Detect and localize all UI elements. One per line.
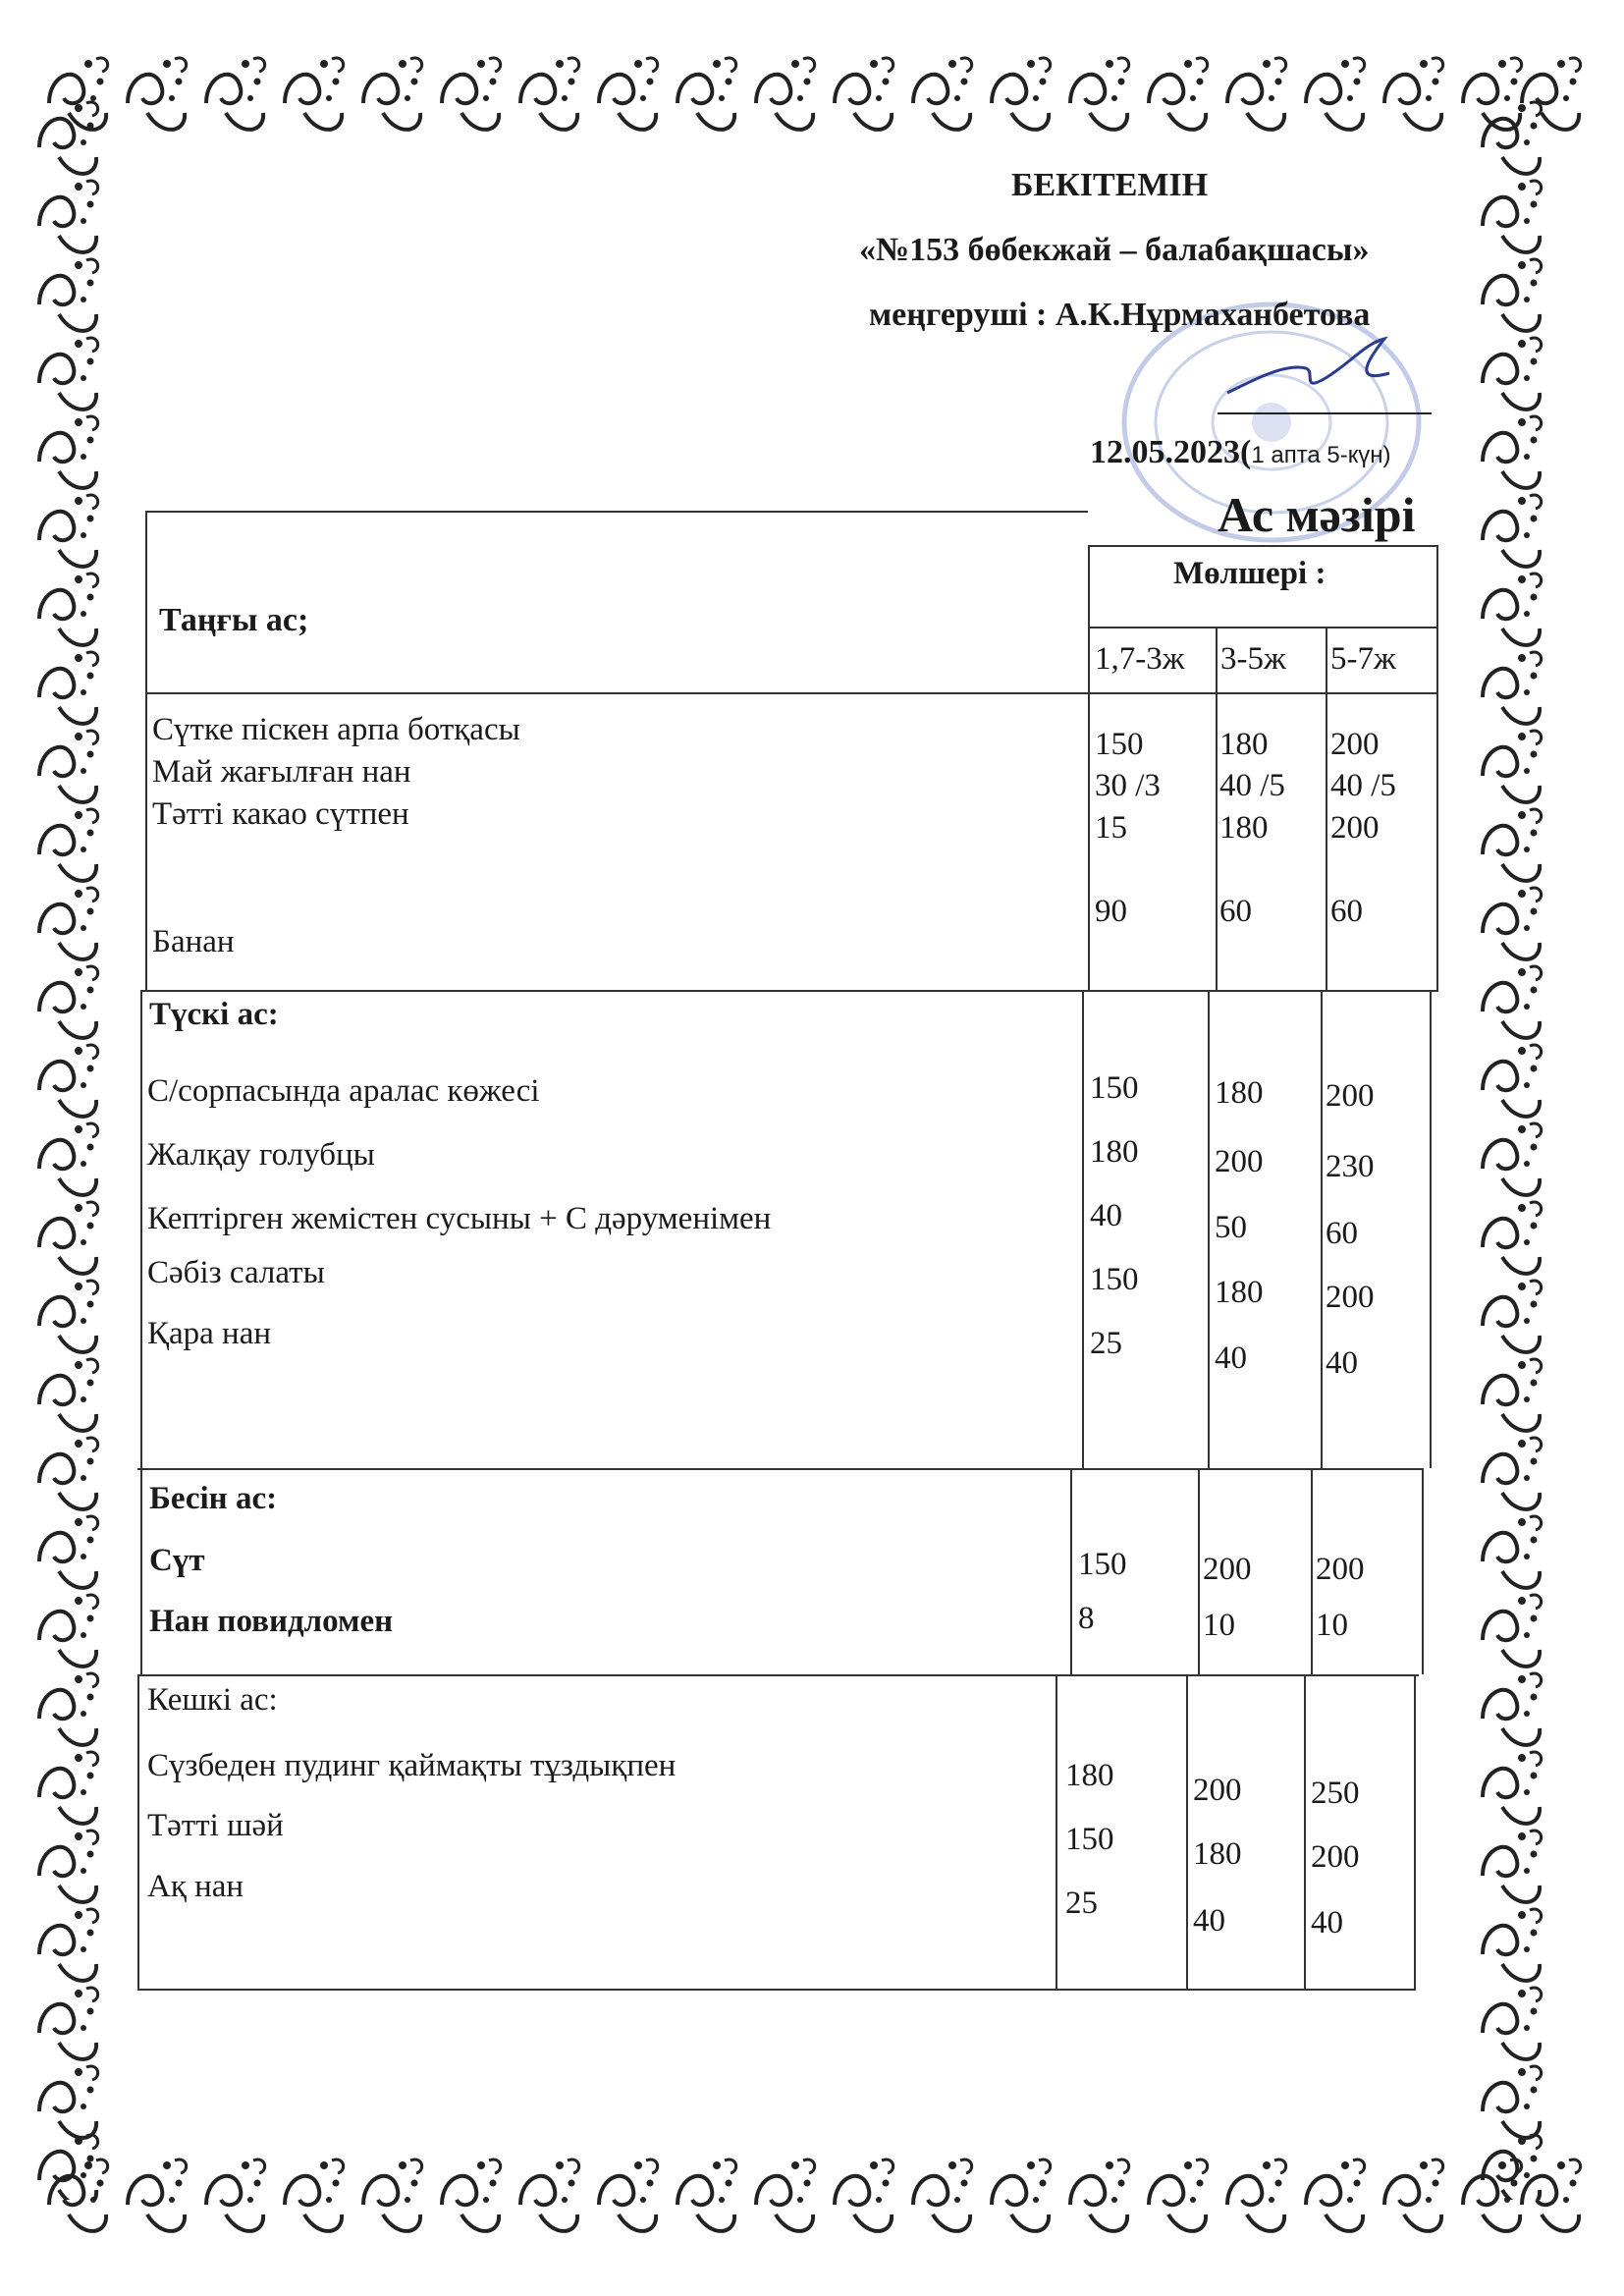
head-signature: [1218, 324, 1434, 422]
section-title-lunch: Түскі ас:: [149, 997, 279, 1032]
amount-cell: 200: [1326, 1280, 1375, 1315]
amount-cell: 180: [1219, 810, 1269, 846]
amount-cell: 40: [1193, 1903, 1225, 1939]
table-border: [1088, 545, 1438, 547]
menu-item-name: Ақ нан: [147, 1869, 244, 1904]
table-border: [142, 990, 1438, 992]
amount-cell: 180: [1215, 1275, 1264, 1310]
table-border: [1436, 545, 1438, 990]
table-border: [1208, 990, 1210, 1468]
decorative-border-bottom: [39, 2136, 1585, 2254]
table-border: [137, 1468, 1424, 1470]
age-group-2: 3-5ж: [1220, 641, 1286, 677]
amount-cell: 25: [1065, 1886, 1098, 1921]
amount-cell: 40: [1090, 1198, 1122, 1233]
meal-header: Таңғы ас;: [159, 602, 309, 638]
amount-cell: 150: [1065, 1822, 1114, 1857]
amount-cell: 180: [1215, 1075, 1264, 1111]
head-name: меңгеруші : А.К.Нұрмаханбетова: [869, 297, 1371, 333]
age-group-3: 5-7ж: [1330, 641, 1396, 677]
decorative-border-left: [29, 88, 113, 2200]
amount-cell: 40 /5: [1330, 768, 1396, 803]
signature-line: [1218, 412, 1432, 414]
date-value: 12.05.2023(: [1090, 434, 1252, 470]
table-border: [1321, 990, 1323, 1468]
amount-cell: 8: [1078, 1601, 1095, 1636]
amount-cell: 180: [1219, 727, 1269, 762]
menu-item-name: Банан: [152, 924, 235, 959]
amount-cell: 40 /5: [1219, 768, 1285, 803]
table-border: [1414, 1674, 1416, 1991]
table-border: [137, 1674, 139, 1991]
table-border: [137, 1989, 1414, 1991]
table-border: [137, 1674, 1419, 1676]
amount-cell: 150: [1078, 1547, 1127, 1582]
amount-cell: 150: [1090, 1262, 1139, 1297]
section-title-dinner: Кешкі ас:: [147, 1682, 278, 1718]
menu-item-name: Сүтке піскен арпа ботқасы: [152, 712, 520, 747]
amount-cell: 150: [1090, 1070, 1139, 1106]
amount-cell: 10: [1316, 1608, 1348, 1643]
amount-cell: 15: [1095, 810, 1127, 846]
amount-cell: 60: [1330, 894, 1363, 929]
menu-item-name: Кептірген жемістен сусыны + С дәруменімен: [147, 1201, 772, 1236]
amount-cell: 250: [1311, 1776, 1360, 1811]
amount-cell: 90: [1095, 894, 1127, 929]
amount-header: Мөлшері :: [1173, 556, 1326, 591]
menu-item-name: Май жағылған нан: [152, 754, 411, 790]
amount-cell: 230: [1326, 1149, 1375, 1184]
amount-cell: 200: [1316, 1552, 1365, 1587]
amount-cell: 60: [1326, 1216, 1358, 1251]
amount-cell: 200: [1326, 1078, 1375, 1114]
amount-cell: 40: [1311, 1905, 1343, 1941]
table-border: [1311, 1468, 1313, 1674]
table-border: [1430, 990, 1432, 1468]
decorative-border-top: [39, 39, 1585, 152]
amount-cell: 180: [1065, 1758, 1114, 1793]
table-border: [1070, 1468, 1072, 1674]
table-border: [1304, 1674, 1306, 1991]
amount-cell: 60: [1219, 894, 1252, 929]
amount-cell: 30 /3: [1095, 768, 1161, 803]
menu-item-name: Сәбіз салаты: [147, 1255, 325, 1290]
amount-cell: 40: [1326, 1345, 1358, 1381]
menu-item-name: Тәтті шәй: [147, 1808, 284, 1843]
table-border: [140, 990, 142, 1674]
amount-cell: 200: [1330, 810, 1380, 846]
menu-item-name: Сүзбеден пудинг қаймақты тұздықпен: [147, 1748, 677, 1783]
approval-title: БЕКІТЕМІН: [1011, 167, 1209, 203]
date-note: 1 апта 5-күн): [1251, 442, 1391, 468]
section-title-snack: Бесін ас:: [149, 1481, 278, 1516]
amount-cell: 200: [1203, 1552, 1252, 1587]
amount-cell: 150: [1095, 727, 1144, 762]
amount-cell: 200: [1311, 1839, 1360, 1875]
menu-item-name: Сүт: [149, 1543, 205, 1578]
amount-cell: 10: [1203, 1608, 1235, 1643]
organization-name: «№153 бөбекжай – балабақшасы»: [859, 232, 1370, 268]
menu-item-name: С/сорпасында аралас көжесі: [147, 1073, 540, 1109]
menu-item-name: Тәтті какао сүтпен: [152, 796, 409, 832]
table-border: [1088, 545, 1090, 990]
menu-item-name: Нан повидломен: [149, 1604, 394, 1639]
amount-cell: 200: [1193, 1773, 1242, 1808]
amount-cell: 40: [1215, 1340, 1247, 1376]
menu-item-name: Қара нан: [147, 1316, 272, 1351]
table-border: [1422, 1468, 1424, 1674]
amount-cell: 180: [1193, 1836, 1242, 1872]
table-border: [1326, 627, 1327, 990]
approval-date: [1090, 434, 1391, 471]
amount-cell: 200: [1330, 727, 1380, 762]
table-border: [1088, 627, 1438, 629]
amount-cell: 25: [1090, 1326, 1122, 1361]
table-border: [145, 511, 1088, 513]
decorative-border-right: [1453, 88, 1571, 2200]
table-border: [1216, 627, 1218, 990]
table-border: [145, 692, 1438, 694]
menu-table: [137, 511, 1438, 1994]
amount-cell: 200: [1215, 1144, 1264, 1179]
table-border: [1198, 1468, 1200, 1674]
menu-item-name: Жалқау голубцы: [147, 1137, 375, 1173]
table-border: [1056, 1674, 1057, 1991]
table-border: [1082, 990, 1084, 1468]
age-group-1: 1,7-3ж: [1095, 641, 1185, 677]
amount-cell: 180: [1090, 1134, 1139, 1170]
table-border: [145, 511, 147, 990]
menu-title: Ас мәзірі: [1218, 487, 1416, 542]
table-border: [1186, 1674, 1188, 1991]
amount-cell: 50: [1215, 1210, 1247, 1245]
